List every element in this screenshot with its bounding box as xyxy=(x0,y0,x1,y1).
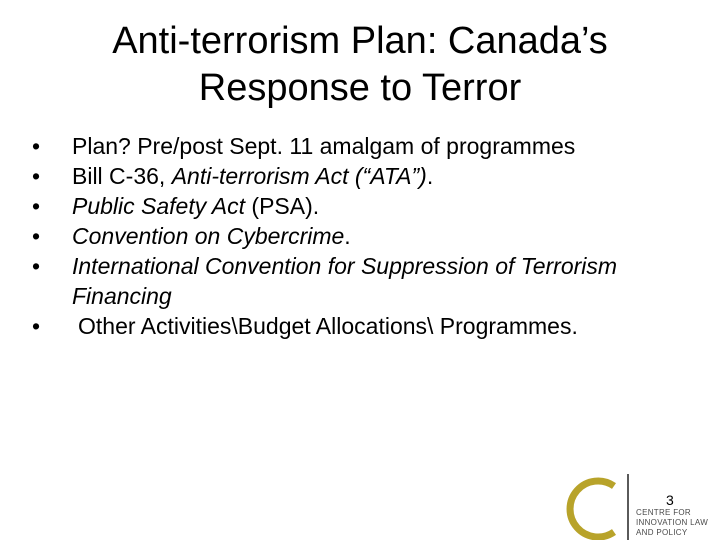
logo-wordmark xyxy=(636,508,720,538)
bullet-text xyxy=(72,253,617,309)
logo-line: CENTRE FOR xyxy=(636,508,691,517)
slide-title: Anti-terrorism Plan: Canada’s Response to Terror xyxy=(112,20,608,109)
bullet-text-part: . xyxy=(344,223,351,249)
logo-line: AND POLICY xyxy=(636,528,688,537)
bullet-text xyxy=(72,193,319,219)
page-number: 3 xyxy=(666,492,674,508)
bullet-item xyxy=(26,191,666,221)
bullet-item xyxy=(26,131,666,161)
bullet-dot: • xyxy=(31,253,41,279)
bullet-text-part-italic: Anti-terrorism Act (“ATA”) xyxy=(171,163,427,189)
bullet-dot: • xyxy=(31,193,41,219)
bullet-text xyxy=(72,163,433,189)
bullet-list xyxy=(26,131,666,341)
bullet-text xyxy=(72,223,351,249)
bullet-dot: • xyxy=(31,223,41,249)
bullet-text xyxy=(72,313,578,339)
bullet-item xyxy=(26,221,666,251)
bullet-dot: • xyxy=(31,313,41,339)
bullet-dot: • xyxy=(31,133,41,159)
logo-line: INNOVATION LAW xyxy=(636,518,709,527)
bullet-item xyxy=(26,251,666,311)
bullet-text-part-italic: Convention on Cybercrime xyxy=(72,223,345,249)
bullet-item xyxy=(26,311,666,341)
bullet-item xyxy=(26,161,666,191)
bullet-text-part: Plan? Pre/post Sept. 11 amalgam of programmes xyxy=(72,133,576,159)
bullet-text-part: . xyxy=(426,163,434,189)
bullet-text-part-italic: International Convention for Suppression of Terrorism Financing xyxy=(72,253,618,309)
bullet-text-part: Other Activities\Budget Allocations\ Programmes. xyxy=(78,313,578,339)
bullet-text xyxy=(72,133,575,159)
bullet-text-part: Bill C-36, xyxy=(72,163,172,189)
bullet-text-part-italic: Public Safety Act xyxy=(72,193,246,219)
bullet-dot: • xyxy=(31,163,41,189)
bullet-text-part: (PSA). xyxy=(245,193,320,219)
